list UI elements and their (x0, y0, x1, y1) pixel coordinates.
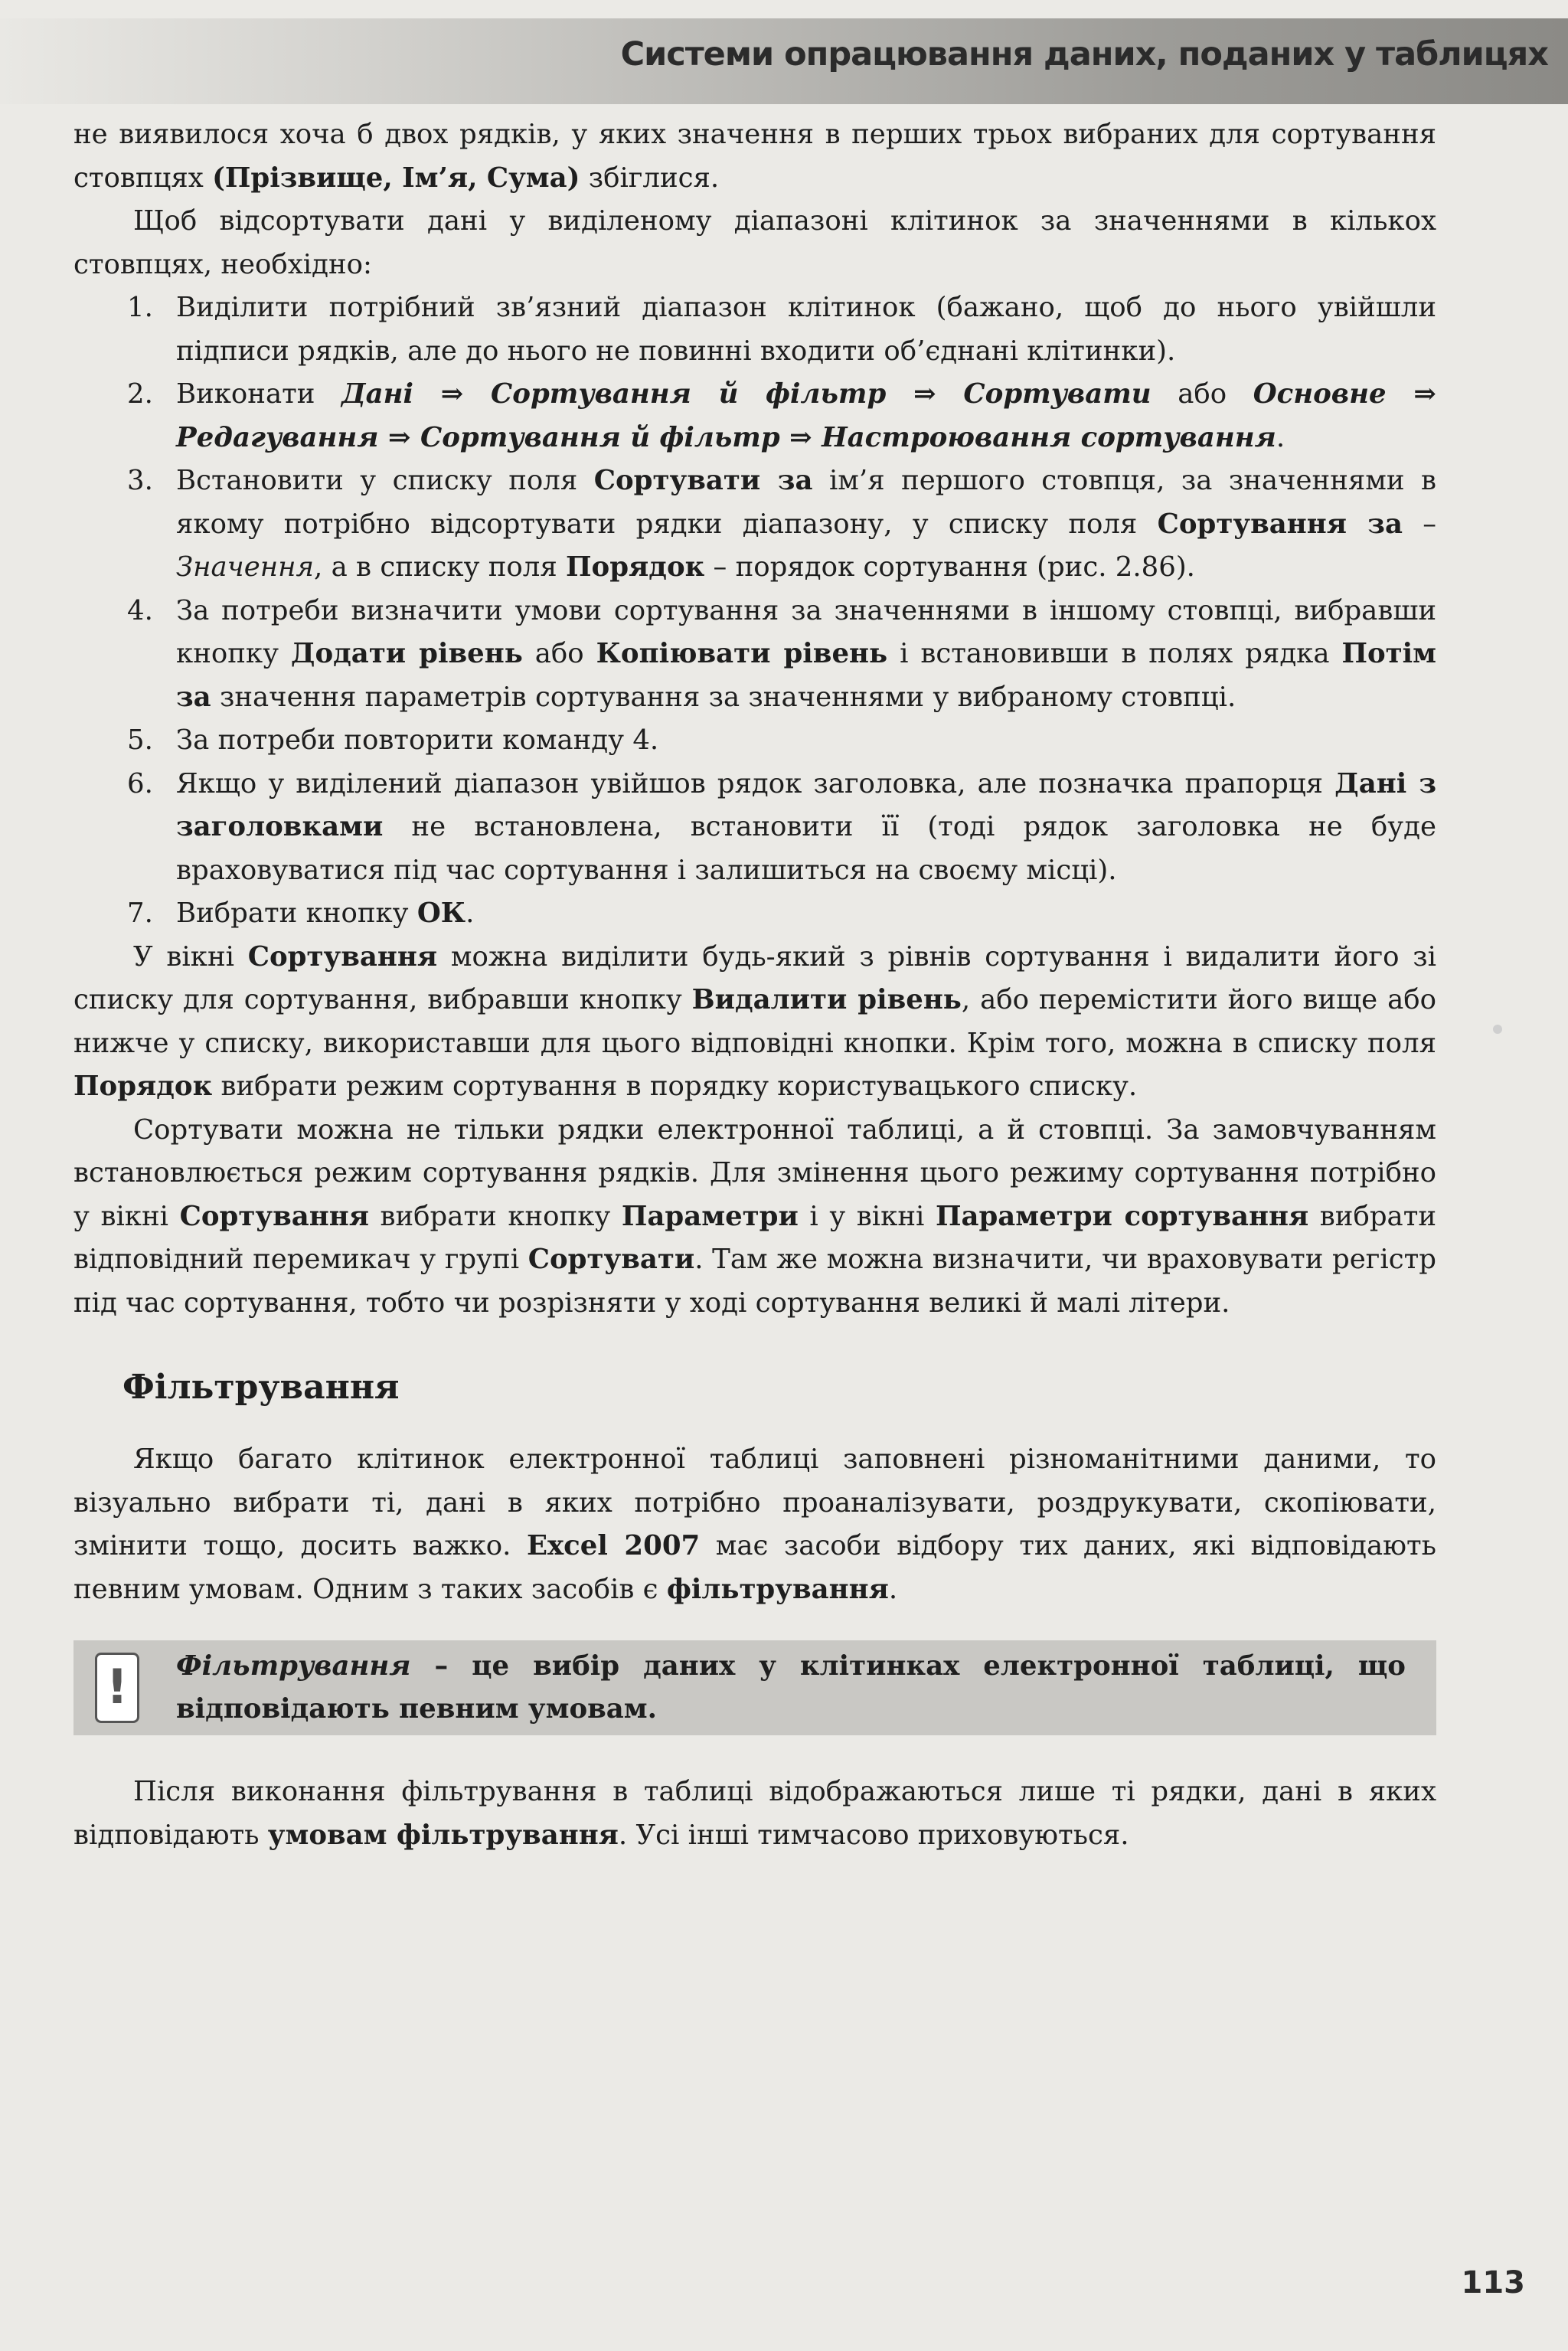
list-item: 4. За потреби визначити умови сортування за значеннями в іншому стовпці, вибравши кнопку Додати рівень або Копіювати рівень і встановивши в полях рядка Потім за значення параметрів сортування за значеннями у вибраному стовпці. (74, 590, 1436, 720)
definition-box (74, 1640, 1436, 1735)
list-item-number: 2. (127, 378, 153, 410)
page-number: 113 (1461, 2265, 1525, 2300)
list-item-number: 5. (127, 724, 153, 756)
section-heading-filtering: Фільтрування (122, 1368, 400, 1407)
definition-text: Фільтрування – це вибір даних у клітинках електронної таблиці, що відповідають певним умовам. (176, 1650, 1406, 1725)
intro-paragraph-1: не виявилося хоча б двох рядків, у яких значення в перших трьох вибраних для сортування стовпцях (Прізвище, Ім’я, Сума) збіглися. (74, 119, 1436, 194)
sort-columns-paragraph: Сортувати можна не тільки рядки електронної таблиці, а й стовпці. За замовчуванням встановлюється режим сортування рядків. Для змінення цього режиму сортування потрібно у вікні Сортування вибрати кнопку Параметри і у вікні Параметри сортування вибрати відповідний перемикач у групі Сортувати. Там же можна визначити, чи враховувати регістр під час сортування, тобто чи розрізняти у ході сортування великі й малі літери. (74, 1113, 1437, 1319)
list-item-number: 3. (127, 465, 153, 496)
list-item-number: 6. (127, 767, 153, 799)
filtering-result-paragraph: Після виконання фільтрування в таблиці відображаються лише ті рядки, дані в яких відповідають умовам фільтрування. Усі інші тимчасово приховуються. (74, 1776, 1436, 1851)
page-header-title: Системи опрацювання даних, поданих у таблицях (620, 35, 1548, 74)
list-item-number: 1. (127, 292, 153, 323)
intro-paragraph-2: Щоб відсортувати дані у виділеному діапазоні клітинок за значеннями в кількох стовпцях, необхідно: (74, 205, 1436, 280)
list-item-number: 7. (127, 898, 153, 929)
scan-speck (1493, 1025, 1502, 1034)
filtering-intro-paragraph: Якщо багато клітинок електронної таблиці заповнені різноманітними даними, то візуально вибрати ті, дані в яких потрібно проаналізувати, роздрукувати, скопіювати, змінити тощо, досить важко. Excel 2007 має засоби відбору тих даних, які відповідають певним умовам. Одним з таких засобів є фільтрування. (74, 1444, 1437, 1605)
exclamation-icon: ! (95, 1653, 139, 1723)
list-item: 5. За потреби повторити команду 4. (74, 719, 1436, 763)
list-item: 2. Виконати Дані ⇒ Сортування й фільтр ⇒ Сортувати або Основне ⇒ Редагування ⇒ Сортування й фільтр ⇒ Настроювання сортування. (74, 373, 1436, 459)
page-content (74, 113, 1436, 1857)
list-item: 7. Вибрати кнопку ОК. (74, 892, 1436, 936)
sort-window-paragraph: У вікні Сортування можна виділити будь-який з рівнів сортування і видалити його зі списку для сортування, вибравши кнопку Видалити рівень, або перемістити його вище або нижче у списку, використавши для цього відповідні кнопки. Крім того, можна в списку поля Порядок вибрати режим сортування в порядку користувацького списку. (74, 940, 1436, 1102)
sort-steps-list (74, 286, 1436, 936)
list-item-number: 4. (127, 594, 153, 626)
list-item: 1. Виділити потрібний зв’язний діапазон клітинок (бажано, щоб до нього увійшли підписи рядків, але до нього не повинні входити об’єднані клітинки). (74, 286, 1436, 373)
list-item: 6. Якщо у виділений діапазон увійшов рядок заголовка, але позначка прапорця Дані з заголовками не встановлена, встановити її (тоді рядок заголовка не буде враховуватися під час сортування і залишиться на своєму місці). (74, 763, 1436, 893)
list-item: 3. Встановити у списку поля Сортувати за ім’я першого стовпця, за значеннями в якому потрібно відсортувати рядки діапазону, у списку поля Сортування за – Значення, а в списку поля Порядок – порядок сортування (рис. 2.86). (74, 459, 1436, 590)
